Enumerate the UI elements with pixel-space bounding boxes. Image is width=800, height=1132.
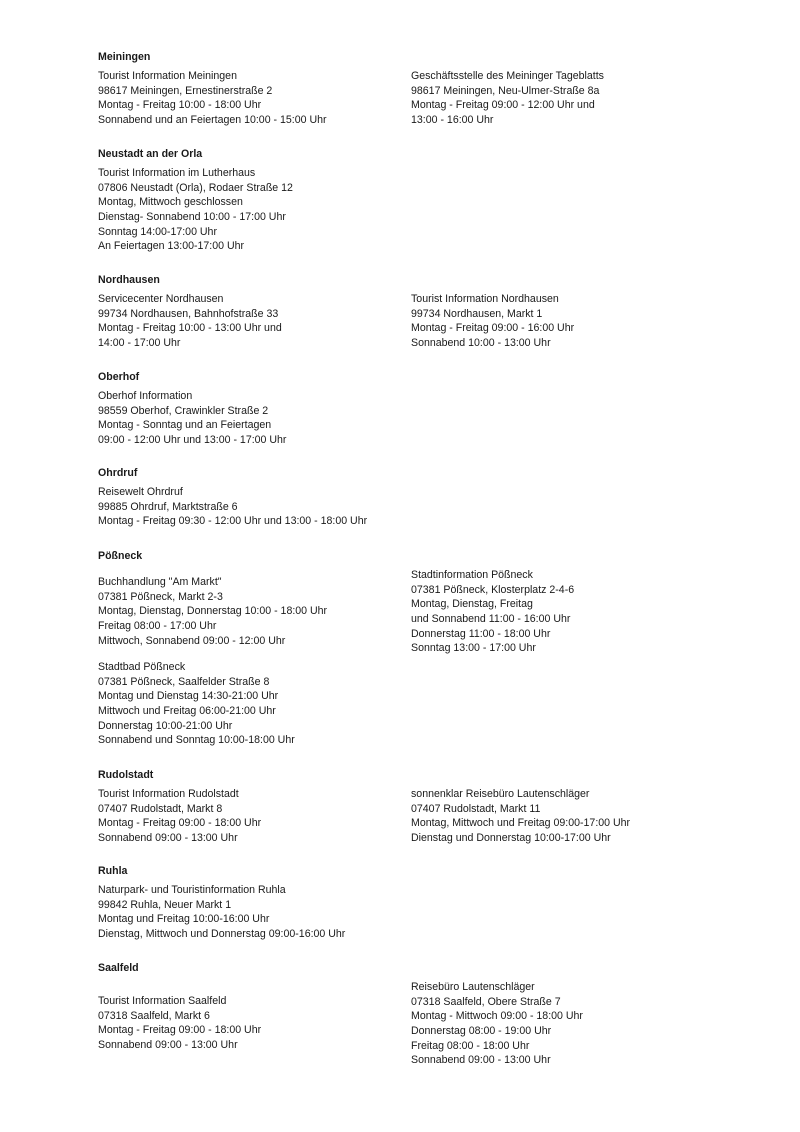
entry-line: Geschäftsstelle des Meininger Tageblatts <box>411 70 604 82</box>
entry-line: 99842 Ruhla, Neuer Markt 1 <box>98 898 232 911</box>
entry-line: Reisebüro Lautenschläger <box>411 981 535 993</box>
entry-line: Sonnabend 09:00 - 13:00 Uhr <box>411 1054 551 1067</box>
entry-line: 99885 Ohrdruf, Marktstraße 6 <box>98 500 238 513</box>
entry-stadtbad-poessneck <box>98 660 295 748</box>
entry-line: Sonntag 14:00-17:00 Uhr <box>98 225 217 238</box>
entry-line: Montag - Freitag 09:30 - 12:00 Uhr und 13:00 - 18:00 Uhr <box>98 515 368 528</box>
entry-line: 09:00 - 12:00 Uhr und 13:00 - 17:00 Uhr <box>98 434 287 447</box>
entry-line: Montag - Mittwoch 09:00 - 18:00 Uhr <box>411 1010 583 1023</box>
entry-line: Montag, Mittwoch und Freitag 09:00-17:00 Uhr <box>411 817 631 830</box>
entry-line: Reisewelt Ohrdruf <box>98 486 183 498</box>
entry-line: Dienstag, Mittwoch und Donnerstag 09:00-16:00 Uhr <box>98 928 346 941</box>
entry-line: Freitag 08:00 - 17:00 Uhr <box>98 620 217 633</box>
entry-line: Montag - Freitag 09:00 - 18:00 Uhr <box>98 1024 262 1037</box>
entry-stadtinformation-poessneck <box>411 568 574 656</box>
entry-line: Tourist Information Rudolstadt <box>98 788 239 800</box>
section-heading-rudolstadt: Rudolstadt <box>98 769 154 781</box>
entry-sonnenklar-reisebuero <box>411 787 630 846</box>
entry-line: Montag und Dienstag 14:30-21:00 Uhr <box>98 690 279 703</box>
section-heading-ohrdruf: Ohrdruf <box>98 467 138 479</box>
entry-line: 99734 Nordhausen, Bahnhofstraße 33 <box>98 307 279 320</box>
entry-line: Montag - Sonntag und an Feiertagen <box>98 419 272 432</box>
entry-line: 07318 Saalfeld, Markt 6 <box>98 1009 210 1022</box>
entry-line: 07318 Saalfeld, Obere Straße 7 <box>411 995 561 1008</box>
entry-line: Montag und Freitag 10:00-16:00 Uhr <box>98 913 270 926</box>
entry-line: Donnerstag 10:00-21:00 Uhr <box>98 719 233 732</box>
entry-line: Sonnabend 10:00 - 13:00 Uhr <box>411 337 551 350</box>
entry-line: Sonnabend und Sonntag 10:00-18:00 Uhr <box>98 734 295 747</box>
entry-line: An Feiertagen 13:00-17:00 Uhr <box>98 240 245 253</box>
entry-line: Montag, Dienstag, Donnerstag 10:00 - 18:00 Uhr <box>98 605 328 618</box>
section-heading-saalfeld: Saalfeld <box>98 962 139 974</box>
entry-line: 07381 Pößneck, Markt 2-3 <box>98 590 223 603</box>
entry-line: Montag, Dienstag, Freitag <box>411 598 533 611</box>
entry-line: 07806 Neustadt (Orla), Rodaer Straße 12 <box>98 181 293 194</box>
entry-tourist-information-rudolstadt <box>98 787 261 846</box>
entry-line: Sonnabend 09:00 - 13:00 Uhr <box>98 1039 238 1052</box>
entry-line: Oberhof Information <box>98 390 193 402</box>
entry-line: Servicecenter Nordhausen <box>98 293 224 305</box>
entry-line: Stadtbad Pößneck <box>98 661 186 673</box>
entry-line: 07407 Rudolstadt, Markt 11 <box>411 802 541 815</box>
entry-line: 07381 Pößneck, Klosterplatz 2-4-6 <box>411 583 575 596</box>
entry-line: Naturpark- und Touristinformation Ruhla <box>98 884 286 896</box>
section-heading-ruhla: Ruhla <box>98 865 128 877</box>
entry-line: 07381 Pößneck, Saalfelder Straße 8 <box>98 675 270 688</box>
entry-line: Dienstag und Donnerstag 10:00-17:00 Uhr <box>411 832 611 845</box>
entry-tourist-information-saalfeld <box>98 994 261 1053</box>
entry-line: Mittwoch und Freitag 06:00-21:00 Uhr <box>98 705 276 718</box>
entry-line: Montag - Freitag 09:00 - 12:00 Uhr und <box>411 99 595 112</box>
entry-oberhof-information <box>98 389 286 448</box>
entry-line: Montag - Freitag 10:00 - 13:00 Uhr und <box>98 322 282 335</box>
entry-reisewelt-ohrdruf <box>98 485 367 529</box>
entry-line: Montag - Freitag 10:00 - 18:00 Uhr <box>98 99 262 112</box>
entry-line: Tourist Information Saalfeld <box>98 995 227 1007</box>
entry-line: Montag - Freitag 09:00 - 18:00 Uhr <box>98 817 262 830</box>
section-heading-nordhausen: Nordhausen <box>98 274 160 286</box>
entry-line: 13:00 - 16:00 Uhr <box>411 114 494 127</box>
entry-buchhandlung-am-markt <box>98 575 327 648</box>
entry-meininger-tageblatt <box>411 69 604 128</box>
entry-line: Mittwoch, Sonnabend 09:00 - 12:00 Uhr <box>98 634 286 647</box>
entry-line: Montag - Freitag 09:00 - 16:00 Uhr <box>411 322 575 335</box>
entry-line: Donnerstag 11:00 - 18:00 Uhr <box>411 627 551 640</box>
entry-line: Tourist Information Nordhausen <box>411 293 559 305</box>
entry-line: Buchhandlung "Am Markt" <box>98 576 222 588</box>
section-heading-meiningen: Meiningen <box>98 51 151 63</box>
entry-line: sonnenklar Reisebüro Lautenschläger <box>411 788 590 800</box>
section-heading-oberhof: Oberhof <box>98 371 140 383</box>
entry-line: 98559 Oberhof, Crawinkler Straße 2 <box>98 404 269 417</box>
entry-line: 98617 Meiningen, Ernestinerstraße 2 <box>98 84 273 97</box>
entry-line: und Sonnabend 11:00 - 16:00 Uhr <box>411 613 571 626</box>
entry-line: Tourist Information Meiningen <box>98 70 237 82</box>
section-heading-neustadt: Neustadt an der Orla <box>98 148 203 160</box>
section-heading-poessneck: Pößneck <box>98 550 143 562</box>
entry-line: Sonntag 13:00 - 17:00 Uhr <box>411 642 536 655</box>
entry-naturpark-ruhla <box>98 883 345 942</box>
entry-line: Stadtinformation Pößneck <box>411 569 533 581</box>
entry-line: 99734 Nordhausen, Markt 1 <box>411 307 543 320</box>
entry-line: Sonnabend und an Feiertagen 10:00 - 15:00 Uhr <box>98 114 327 127</box>
entry-line: Dienstag- Sonnabend 10:00 - 17:00 Uhr <box>98 211 286 224</box>
entry-line: 07407 Rudolstadt, Markt 8 <box>98 802 223 815</box>
entry-line: Montag, Mittwoch geschlossen <box>98 196 243 209</box>
entry-line: Freitag 08:00 - 18:00 Uhr <box>411 1039 530 1052</box>
entry-reisebuero-lautenschlaeger <box>411 980 583 1068</box>
entry-line: Sonnabend 09:00 - 13:00 Uhr <box>98 832 238 845</box>
entry-tourist-information-lutherhaus <box>98 166 293 254</box>
entry-line: 14:00 - 17:00 Uhr <box>98 337 181 350</box>
entry-tourist-information-meiningen <box>98 69 327 128</box>
entry-tourist-information-nordhausen <box>411 292 574 351</box>
entry-line: 98617 Meiningen, Neu-Ulmer-Straße 8a <box>411 84 600 97</box>
entry-servicecenter-nordhausen <box>98 292 282 351</box>
entry-line: Tourist Information im Lutherhaus <box>98 167 256 179</box>
entry-line: Donnerstag 08:00 - 19:00 Uhr <box>411 1025 552 1038</box>
